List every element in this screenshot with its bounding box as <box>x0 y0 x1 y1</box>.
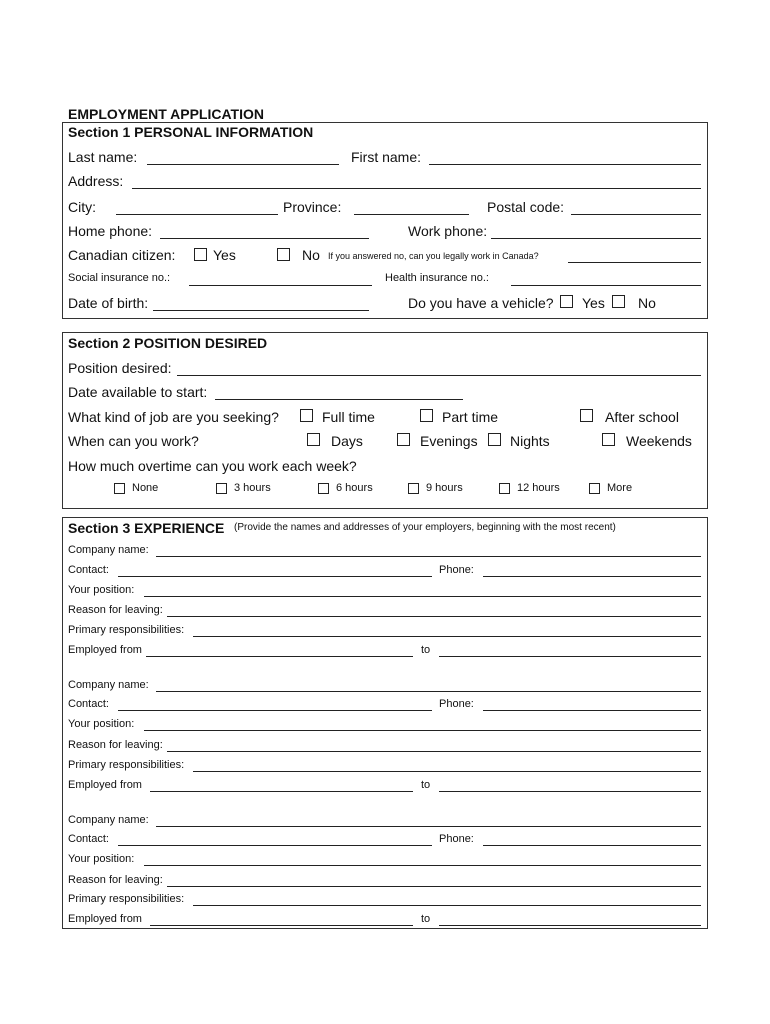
dob-field[interactable] <box>153 310 369 311</box>
company-name-field[interactable] <box>156 691 701 692</box>
citizen-yes-checkbox[interactable] <box>194 248 207 261</box>
section1-heading: Section 1 PERSONAL INFORMATION <box>68 124 314 140</box>
vehicle-yes-label: Yes <box>582 295 605 311</box>
overtime-3-hours-checkbox[interactable] <box>216 483 227 494</box>
responsibilities-field[interactable] <box>193 771 701 772</box>
company-name-field[interactable] <box>156 826 701 827</box>
phone-field[interactable] <box>483 710 701 711</box>
contact-label: Contact: <box>68 698 109 710</box>
when-work-question: When can you work? <box>68 433 199 449</box>
form-title: EMPLOYMENT APPLICATION <box>68 106 264 122</box>
company-name-label: Company name: <box>68 679 149 691</box>
citizen-no-label: No <box>302 247 320 263</box>
first-name-field[interactable] <box>429 164 701 165</box>
reason-leaving-label: Reason for leaving: <box>68 604 163 616</box>
phone-label: Phone: <box>439 833 474 845</box>
citizen-no-checkbox[interactable] <box>277 248 290 261</box>
work-phone-field[interactable] <box>491 238 701 239</box>
contact-label: Contact: <box>68 833 109 845</box>
province-label: Province: <box>283 199 342 215</box>
nights-checkbox[interactable] <box>488 433 501 446</box>
reason-leaving-label: Reason for leaving: <box>68 739 163 751</box>
your-position-field[interactable] <box>144 865 701 866</box>
after-school-checkbox[interactable] <box>580 409 593 422</box>
your-position-field[interactable] <box>144 596 701 597</box>
responsibilities-label: Primary responsibilities: <box>68 624 185 636</box>
phone-field[interactable] <box>483 845 701 846</box>
company-name-label: Company name: <box>68 814 149 826</box>
nights-label: Nights <box>510 433 550 449</box>
employed-to-field[interactable] <box>439 925 701 926</box>
reason-leaving-field[interactable] <box>167 751 701 752</box>
responsibilities-field[interactable] <box>193 905 701 906</box>
after-school-label: After school <box>605 409 679 425</box>
section3-heading: Section 3 EXPERIENCE <box>68 520 225 536</box>
employed-to-label: to <box>421 644 431 656</box>
responsibilities-field[interactable] <box>193 636 701 637</box>
citizen-yes-label: Yes <box>213 247 236 263</box>
phone-label: Phone: <box>439 698 474 710</box>
section2-heading: Section 2 POSITION DESIRED <box>68 335 268 351</box>
reason-leaving-field[interactable] <box>167 616 701 617</box>
your-position-label: Your position: <box>68 853 135 865</box>
overtime-none-label: None <box>132 482 159 494</box>
last-name-label: Last name: <box>68 149 138 165</box>
health-insurance-label: Health insurance no.: <box>385 272 489 284</box>
contact-field[interactable] <box>118 576 432 577</box>
phone-label: Phone: <box>439 564 474 576</box>
vehicle-question: Do you have a vehicle? <box>408 295 554 311</box>
overtime-12-hours-checkbox[interactable] <box>499 483 510 494</box>
overtime-more-checkbox[interactable] <box>589 483 600 494</box>
employed-from-label: Employed from <box>68 779 142 791</box>
employed-to-label: to <box>421 913 431 925</box>
employed-from-field[interactable] <box>150 791 413 792</box>
responsibilities-label: Primary responsibilities: <box>68 759 185 771</box>
employed-from-field[interactable] <box>146 656 413 657</box>
work-phone-label: Work phone: <box>408 223 488 239</box>
full-time-checkbox[interactable] <box>300 409 313 422</box>
evenings-label: Evenings <box>420 433 478 449</box>
dob-label: Date of birth: <box>68 295 149 311</box>
days-label: Days <box>331 433 363 449</box>
legally-work-question: If you answered no, can you legally work in Canada? <box>328 251 539 261</box>
vehicle-yes-checkbox[interactable] <box>560 295 573 308</box>
date-available-field[interactable] <box>215 399 463 400</box>
part-time-label: Part time <box>442 409 499 425</box>
your-position-label: Your position: <box>68 584 135 596</box>
weekends-label: Weekends <box>626 433 692 449</box>
full-time-label: Full time <box>322 409 375 425</box>
contact-field[interactable] <box>118 710 432 711</box>
city-label: City: <box>68 199 96 215</box>
address-field[interactable] <box>132 188 701 189</box>
postal-code-label: Postal code: <box>487 199 565 215</box>
home-phone-label: Home phone: <box>68 223 153 239</box>
overtime-9-hours-checkbox[interactable] <box>408 483 419 494</box>
city-field[interactable] <box>116 214 278 215</box>
legally-work-field[interactable] <box>568 262 701 263</box>
home-phone-field[interactable] <box>160 238 369 239</box>
address-label: Address: <box>68 173 124 189</box>
overtime-6-hours-label: 6 hours <box>336 482 373 494</box>
province-field[interactable] <box>354 214 469 215</box>
date-available-label: Date available to start: <box>68 384 208 400</box>
canadian-citizen-label: Canadian citizen: <box>68 247 176 263</box>
section-experience <box>62 517 708 929</box>
your-position-field[interactable] <box>144 730 701 731</box>
employed-to-field[interactable] <box>439 656 701 657</box>
evenings-checkbox[interactable] <box>397 433 410 446</box>
overtime-none-checkbox[interactable] <box>114 483 125 494</box>
phone-field[interactable] <box>483 576 701 577</box>
contact-field[interactable] <box>118 845 432 846</box>
overtime-6-hours-checkbox[interactable] <box>318 483 329 494</box>
reason-leaving-field[interactable] <box>167 886 701 887</box>
overtime-question: How much overtime can you work each week? <box>68 458 357 474</box>
sin-label: Social insurance no.: <box>68 272 171 284</box>
first-name-label: First name: <box>351 149 422 165</box>
employed-to-field[interactable] <box>439 791 701 792</box>
overtime-9-hours-label: 9 hours <box>426 482 463 494</box>
overtime-more-label: More <box>607 482 633 494</box>
section3-note: (Provide the names and addresses of your employers, beginning with the most recent) <box>234 522 616 533</box>
postal-code-field[interactable] <box>571 214 701 215</box>
days-checkbox[interactable] <box>307 433 320 446</box>
part-time-checkbox[interactable] <box>420 409 433 422</box>
employed-from-label: Employed from <box>68 644 142 656</box>
your-position-label: Your position: <box>68 718 135 730</box>
contact-label: Contact: <box>68 564 109 576</box>
overtime-3-hours-label: 3 hours <box>234 482 271 494</box>
employed-from-field[interactable] <box>150 925 413 926</box>
overtime-12-hours-label: 12 hours <box>517 482 560 494</box>
last-name-field[interactable] <box>147 164 339 165</box>
position-desired-label: Position desired: <box>68 360 172 376</box>
employed-to-label: to <box>421 779 431 791</box>
health-insurance-field[interactable] <box>511 285 701 286</box>
responsibilities-label: Primary responsibilities: <box>68 893 185 905</box>
company-name-field[interactable] <box>156 556 701 557</box>
company-name-label: Company name: <box>68 544 149 556</box>
weekends-checkbox[interactable] <box>602 433 615 446</box>
vehicle-no-checkbox[interactable] <box>612 295 625 308</box>
employed-from-label: Employed from <box>68 913 142 925</box>
vehicle-no-label: No <box>638 295 656 311</box>
sin-field[interactable] <box>189 285 372 286</box>
job-kind-question: What kind of job are you seeking? <box>68 409 279 425</box>
position-desired-field[interactable] <box>177 375 701 376</box>
reason-leaving-label: Reason for leaving: <box>68 874 163 886</box>
